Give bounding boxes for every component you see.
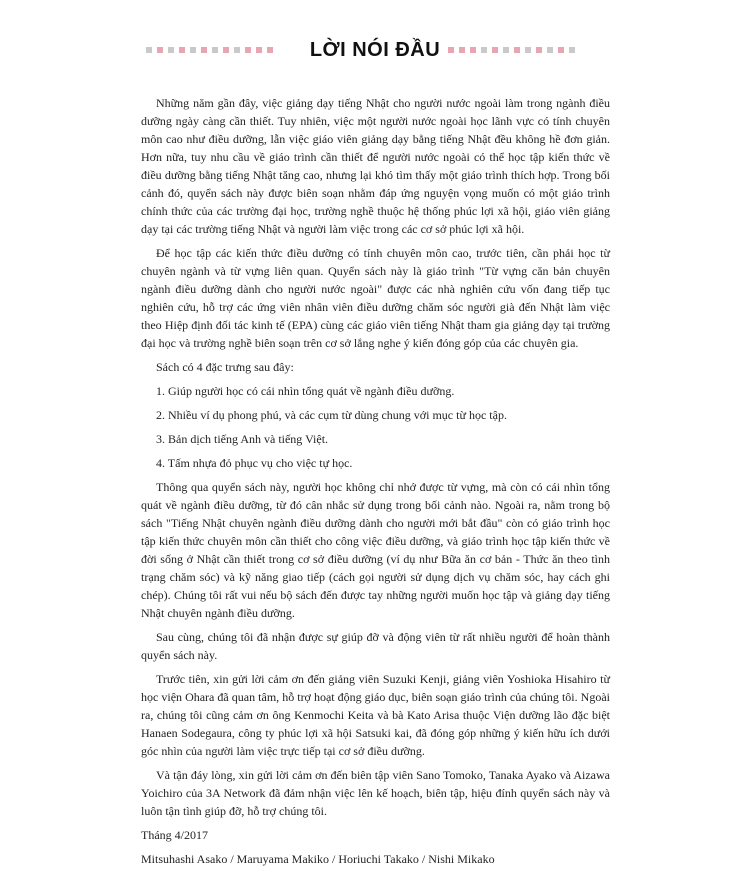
preface-body (141, 94, 610, 874)
decor-square (547, 47, 553, 53)
decor-square (503, 47, 509, 53)
page-header (0, 38, 750, 64)
feature-item: 3. Bản dịch tiếng Anh và tiếng Việt. (156, 432, 329, 446)
decor-square (558, 47, 564, 53)
decor-square (448, 47, 454, 53)
decor-square (525, 47, 531, 53)
feature-item: 4. Tấm nhựa đỏ phục vụ cho việc tự học. (156, 456, 353, 470)
paragraph-overview: Thông qua quyển sách này, người học không chỉ nhớ được từ vựng, mà còn có cái nhìn tổng quát về ngành điều dưỡng, từ đó cân nhắc sử dụng trong bối cảnh nào. Ngoài ra, nằm trong bộ sách "Tiếng Nhật chuyên ngành điều dưỡng dành cho người mới bắt đầu" còn có giáo trình học tập kiến thức chuyên môn cần thiết cho công việc điều dưỡng, và giáo trình học tập kiến thức về đời sống ở Nhật cần thiết trong cơ sở điều dưỡng (ví dụ như Bữa ăn cơ bản - Thức ăn theo tình trạng chăm sóc) và kỹ năng giao tiếp (cách gọi người sử dụng dịch vụ chăm sóc, hay cách ghi chép). Chúng tôi rất vui nếu bộ sách đến được tay những người muốn học tập và giảng dạy tiếng Nhật chuyên ngành điều dưỡng. (141, 480, 610, 620)
paragraph-features-intro: Sách có 4 đặc trưng sau đây: (156, 360, 294, 374)
feature-item: 2. Nhiều ví dụ phong phú, và các cụm từ dùng chung với mục từ học tập. (156, 408, 507, 422)
date-line: Tháng 4/2017 (141, 828, 208, 842)
paragraph-thanks-teachers: Trước tiên, xin gửi lời cảm ơn đến giảng viên Suzuki Kenji, giảng viên Yoshioka Hisahiro từ học viện Ohara đã quan tâm, hỗ trợ hoạt động giáo dục, biên soạn giáo trình của chúng tôi. Ngoài ra, chúng tôi cũng cảm ơn ông Kenmochi Keita và bà Kato Arisa thuộc Viện dưỡng lão đặc biệt Hanaen Sodegaura, công ty phúc lợi xã hội Satsuki kai, đã đóng góp những ý kiến hữu ích dưới góc nhìn của người làm việc trực tiếp tại cơ sở điều dưỡng. (141, 672, 610, 758)
decor-square (481, 47, 487, 53)
page-title: LỜI NÓI ĐẦU (309, 39, 441, 61)
decor-square (492, 47, 498, 53)
paragraph-intro: Những năm gần đây, việc giảng dạy tiếng Nhật cho người nước ngoài làm trong ngành điều dưỡng ngày càng cần thiết. Tuy nhiên, việc một người nước ngoài học lãnh vực có tính chuyên môn cao như điều dưỡng, lẫn việc giáo viên giảng dạy bằng tiếng Nhật đều không hề đơn giản. Hơn nữa, tuy nhu cầu về giáo trình cần thiết để người nước ngoài có thể học tập kiến thức về điều dưỡng bằng tiếng Nhật tăng cao, nhưng lại khó tìm thấy một giáo trình thích hợp. Trong bối cảnh đó, quyển sách này được biên soạn nhằm đáp ứng nguyện vọng muốn có một giáo trình chính thức của các trường đại học, trường nghề thuộc hệ thống phúc lợi xã hội, giáo viên giảng dạy tại các trường tiếng Nhật và người làm việc trong các cơ sở phúc lợi xã hội. (141, 96, 610, 236)
paragraph-thanks-intro: Sau cùng, chúng tôi đã nhận được sự giúp đỡ và động viên từ rất nhiều người để hoàn thành quyển sách này. (141, 630, 610, 662)
paragraph-thanks-editors: Và tận đáy lòng, xin gửi lời cảm ơn đến biên tập viên Sano Tomoko, Tanaka Ayako và Aizawa Yoichiro của 3A Network đã đảm nhận việc lên kế hoạch, biên tập, hiệu đính quyển sách này và luôn tận tình giúp đỡ, hỗ trợ chúng tôi. (141, 768, 610, 818)
decor-square (470, 47, 476, 53)
decor-square (459, 47, 465, 53)
header-decoration-right (448, 47, 575, 53)
paragraph-purpose: Để học tập các kiến thức điều dưỡng có tính chuyên môn cao, trước tiên, cần phải học từ chuyên ngành và từ vựng liên quan. Quyển sách này là giáo trình "Từ vựng căn bản chuyên ngành điều dưỡng dành cho người nước ngoài" được các nhà nghiên cứu vốn đang tiếp tục nghiên cứu, hỗ trợ các ứng viên nhân viên điều dưỡng chăm sóc người già đến Nhật làm việc theo Hiệp định đối tác kinh tế (EPA) cùng các giáo viên tiếng Nhật tham gia giảng dạy tại trường đại học và trường nghề biên soạn trên cơ sở lắng nghe ý kiến đóng góp của các chuyên gia. (141, 246, 610, 350)
decor-square (536, 47, 542, 53)
decor-square (569, 47, 575, 53)
feature-item: 1. Giúp người học có cái nhìn tổng quát về ngành điều dưỡng. (156, 384, 455, 398)
authors-line: Mitsuhashi Asako / Maruyama Makiko / Horiuchi Takako / Nishi Mikako (141, 852, 495, 866)
decor-square (514, 47, 520, 53)
